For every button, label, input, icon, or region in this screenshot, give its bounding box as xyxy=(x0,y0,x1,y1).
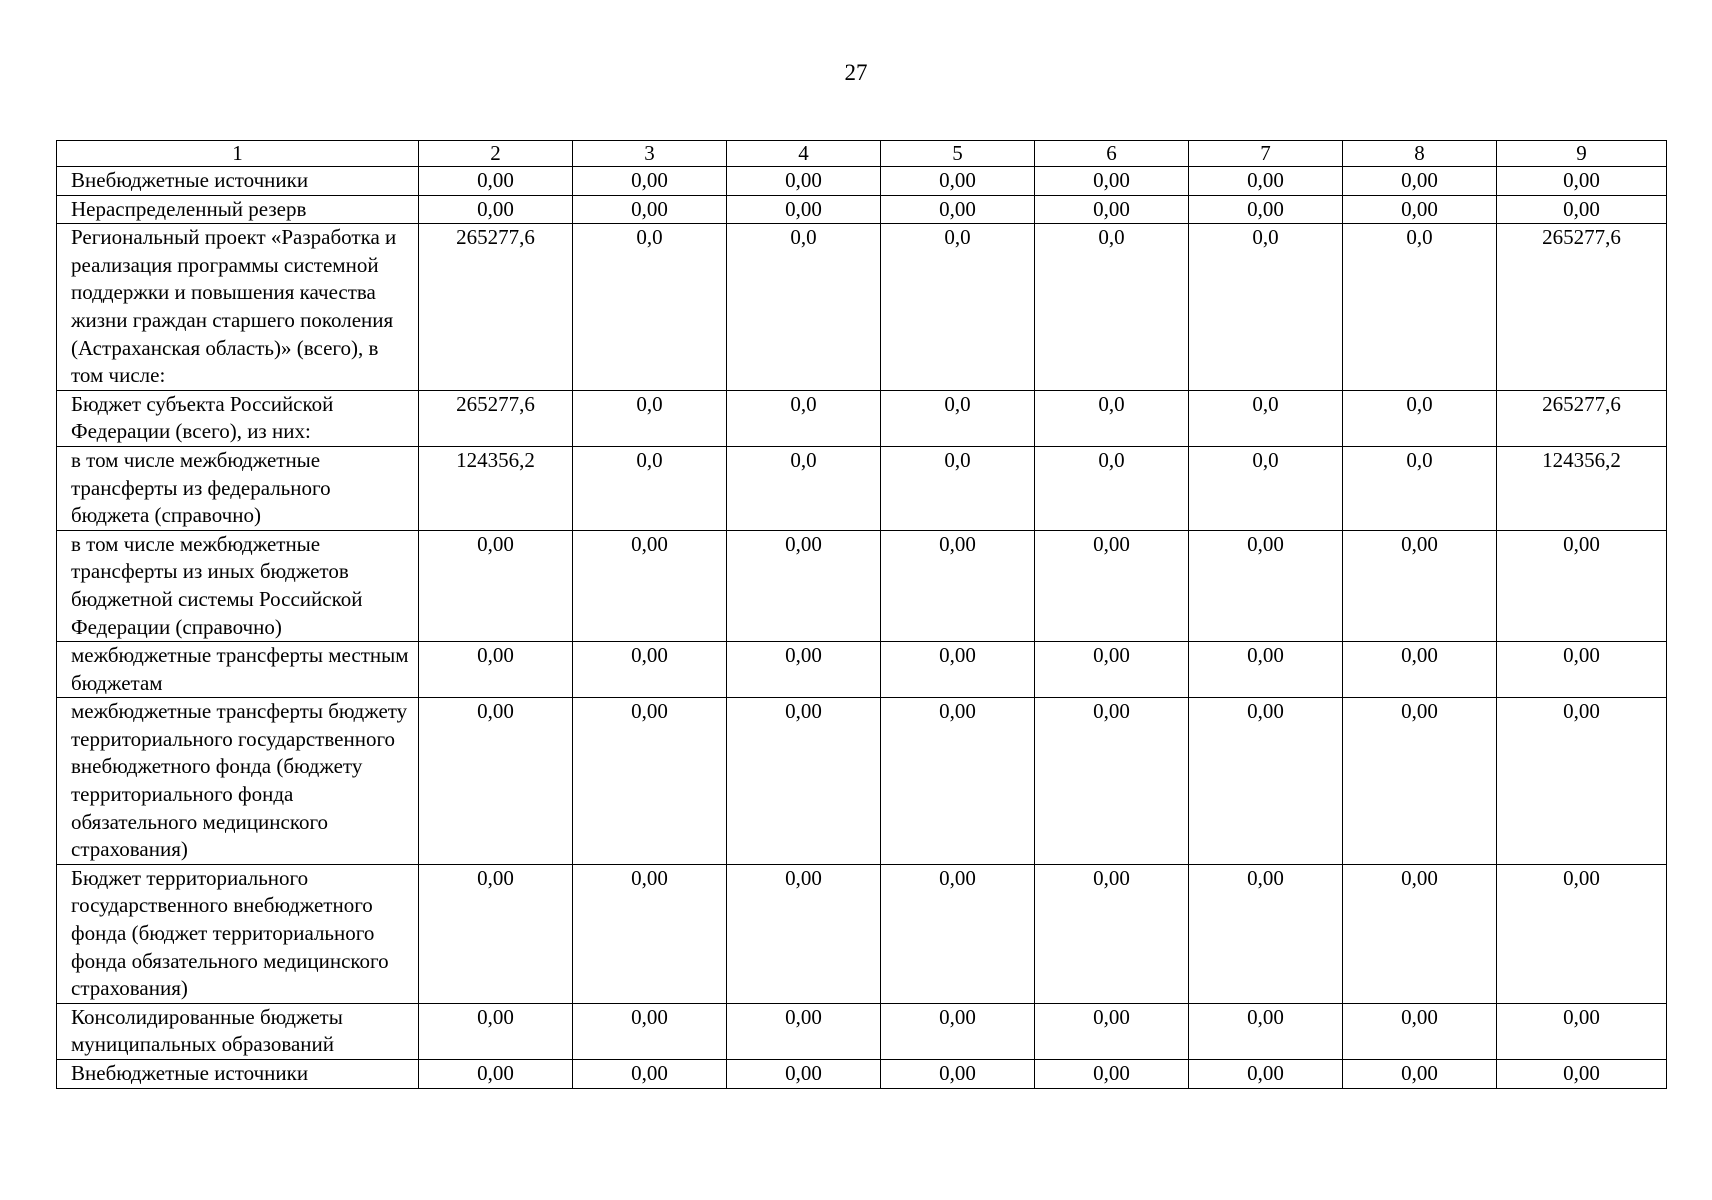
table-row xyxy=(57,698,1667,865)
cell-value: 0,00 xyxy=(1035,864,1189,1003)
cell-value: 0,00 xyxy=(1035,195,1189,224)
cell-value: 0,00 xyxy=(727,167,881,196)
cell-value: 0,00 xyxy=(1343,698,1497,865)
cell-value: 265277,6 xyxy=(1497,390,1667,446)
cell-value: 0,00 xyxy=(419,864,573,1003)
page-number: 27 xyxy=(844,60,868,85)
cell-value: 0,00 xyxy=(727,1060,881,1089)
cell-value: 0,00 xyxy=(1497,698,1667,865)
column-header: 3 xyxy=(573,141,727,167)
table-row xyxy=(57,390,1667,446)
cell-value: 0,00 xyxy=(1343,642,1497,698)
cell-value: 0,00 xyxy=(881,1060,1035,1089)
cell-value: 0,00 xyxy=(1035,642,1189,698)
cell-value: 265277,6 xyxy=(419,224,573,391)
cell-value: 0,0 xyxy=(1189,446,1343,530)
cell-value: 0,00 xyxy=(1343,864,1497,1003)
cell-value: 0,00 xyxy=(419,167,573,196)
cell-value: 0,0 xyxy=(1035,446,1189,530)
table-row xyxy=(57,224,1667,391)
cell-value: 0,00 xyxy=(727,642,881,698)
cell-value: 0,00 xyxy=(1189,698,1343,865)
cell-value: 0,0 xyxy=(1343,446,1497,530)
cell-value: 0,00 xyxy=(1343,530,1497,641)
column-header: 6 xyxy=(1035,141,1189,167)
cell-value: 0,00 xyxy=(727,864,881,1003)
cell-value: 0,00 xyxy=(1343,1003,1497,1059)
cell-value: 0,00 xyxy=(1189,642,1343,698)
cell-value: 0,00 xyxy=(1189,167,1343,196)
cell-value: 0,00 xyxy=(1189,1060,1343,1089)
cell-value: 0,00 xyxy=(1497,195,1667,224)
budget-table xyxy=(56,140,1667,1089)
cell-value: 124356,2 xyxy=(419,446,573,530)
cell-value: 0,0 xyxy=(573,224,727,391)
column-header: 7 xyxy=(1189,141,1343,167)
table-row xyxy=(57,1060,1667,1089)
cell-value: 124356,2 xyxy=(1497,446,1667,530)
cell-value: 0,00 xyxy=(1189,195,1343,224)
cell-value: 0,00 xyxy=(1189,530,1343,641)
cell-value: 0,00 xyxy=(573,167,727,196)
row-label: Внебюджетные источники xyxy=(57,167,419,196)
cell-value: 0,00 xyxy=(1343,167,1497,196)
table-row xyxy=(57,195,1667,224)
cell-value: 0,00 xyxy=(881,530,1035,641)
row-label: Бюджет территориального государственного внебюджетного фонда (бюджет территориального фонда обязательного медицинского страхования) xyxy=(57,864,419,1003)
cell-value: 0,0 xyxy=(1343,224,1497,391)
cell-value: 0,00 xyxy=(419,698,573,865)
column-header: 2 xyxy=(419,141,573,167)
row-label: в том числе межбюджетные трансферты из федерального бюджета (справочно) xyxy=(57,446,419,530)
table-row xyxy=(57,642,1667,698)
cell-value: 0,00 xyxy=(573,864,727,1003)
row-label: межбюджетные трансферты местным бюджетам xyxy=(57,642,419,698)
cell-value: 0,00 xyxy=(419,530,573,641)
table-row xyxy=(57,167,1667,196)
column-header: 8 xyxy=(1343,141,1497,167)
cell-value: 0,00 xyxy=(727,195,881,224)
cell-value: 0,00 xyxy=(573,1060,727,1089)
cell-value: 0,0 xyxy=(881,390,1035,446)
row-label: межбюджетные трансферты бюджету территориального государственного внебюджетного фонда (бюджету территориального фонда обязательного медицинского страхования) xyxy=(57,698,419,865)
table-row xyxy=(57,864,1667,1003)
column-header: 5 xyxy=(881,141,1035,167)
column-number-row xyxy=(57,141,1667,167)
cell-value: 0,00 xyxy=(573,698,727,865)
row-label: Консолидированные бюджеты муниципальных образований xyxy=(57,1003,419,1059)
cell-value: 0,0 xyxy=(1189,224,1343,391)
cell-value: 0,00 xyxy=(881,1003,1035,1059)
cell-value: 0,00 xyxy=(727,530,881,641)
cell-value: 0,0 xyxy=(727,390,881,446)
column-header: 4 xyxy=(727,141,881,167)
cell-value: 0,00 xyxy=(419,1003,573,1059)
cell-value: 0,0 xyxy=(881,446,1035,530)
cell-value: 0,00 xyxy=(881,642,1035,698)
cell-value: 0,00 xyxy=(573,530,727,641)
table-row xyxy=(57,530,1667,641)
cell-value: 0,00 xyxy=(1497,1060,1667,1089)
row-label: Региональный проект «Разработка и реализация программы системной поддержки и повышения качества жизни граждан старшего поколения (Астраханская область)» (всего), в том числе: xyxy=(57,224,419,391)
row-label: Внебюджетные источники xyxy=(57,1060,419,1089)
table-row xyxy=(57,1003,1667,1059)
cell-value: 0,00 xyxy=(727,698,881,865)
row-label: Бюджет субъекта Российской Федерации (всего), из них: xyxy=(57,390,419,446)
cell-value: 0,00 xyxy=(573,642,727,698)
cell-value: 0,00 xyxy=(881,864,1035,1003)
cell-value: 0,00 xyxy=(727,1003,881,1059)
cell-value: 0,00 xyxy=(1035,1060,1189,1089)
table-body xyxy=(57,141,1667,1089)
cell-value: 0,0 xyxy=(1189,390,1343,446)
cell-value: 0,0 xyxy=(727,446,881,530)
cell-value: 0,00 xyxy=(1497,864,1667,1003)
cell-value: 0,00 xyxy=(419,1060,573,1089)
cell-value: 0,00 xyxy=(573,1003,727,1059)
cell-value: 0,00 xyxy=(1497,530,1667,641)
cell-value: 0,00 xyxy=(419,642,573,698)
column-header: 9 xyxy=(1497,141,1667,167)
cell-value: 0,00 xyxy=(1035,530,1189,641)
cell-value: 0,00 xyxy=(1343,1060,1497,1089)
column-header: 1 xyxy=(57,141,419,167)
cell-value: 0,00 xyxy=(1189,1003,1343,1059)
cell-value: 0,0 xyxy=(727,224,881,391)
cell-value: 0,0 xyxy=(1343,390,1497,446)
cell-value: 0,00 xyxy=(573,195,727,224)
cell-value: 0,00 xyxy=(881,698,1035,865)
cell-value: 0,00 xyxy=(1497,167,1667,196)
cell-value: 0,0 xyxy=(1035,224,1189,391)
cell-value: 0,0 xyxy=(881,224,1035,391)
cell-value: 0,00 xyxy=(1035,1003,1189,1059)
cell-value: 0,00 xyxy=(881,195,1035,224)
cell-value: 0,0 xyxy=(1035,390,1189,446)
cell-value: 0,00 xyxy=(1035,167,1189,196)
cell-value: 0,00 xyxy=(1497,1003,1667,1059)
cell-value: 265277,6 xyxy=(419,390,573,446)
row-label: в том числе межбюджетные трансферты из иных бюджетов бюджетной системы Российской Федерации (справочно) xyxy=(57,530,419,641)
cell-value: 0,00 xyxy=(1497,642,1667,698)
cell-value: 0,0 xyxy=(573,390,727,446)
cell-value: 0,00 xyxy=(1343,195,1497,224)
cell-value: 0,00 xyxy=(881,167,1035,196)
row-label: Нераспределенный резерв xyxy=(57,195,419,224)
table-row xyxy=(57,446,1667,530)
cell-value: 265277,6 xyxy=(1497,224,1667,391)
cell-value: 0,00 xyxy=(1189,864,1343,1003)
cell-value: 0,00 xyxy=(419,195,573,224)
cell-value: 0,0 xyxy=(573,446,727,530)
cell-value: 0,00 xyxy=(1035,698,1189,865)
